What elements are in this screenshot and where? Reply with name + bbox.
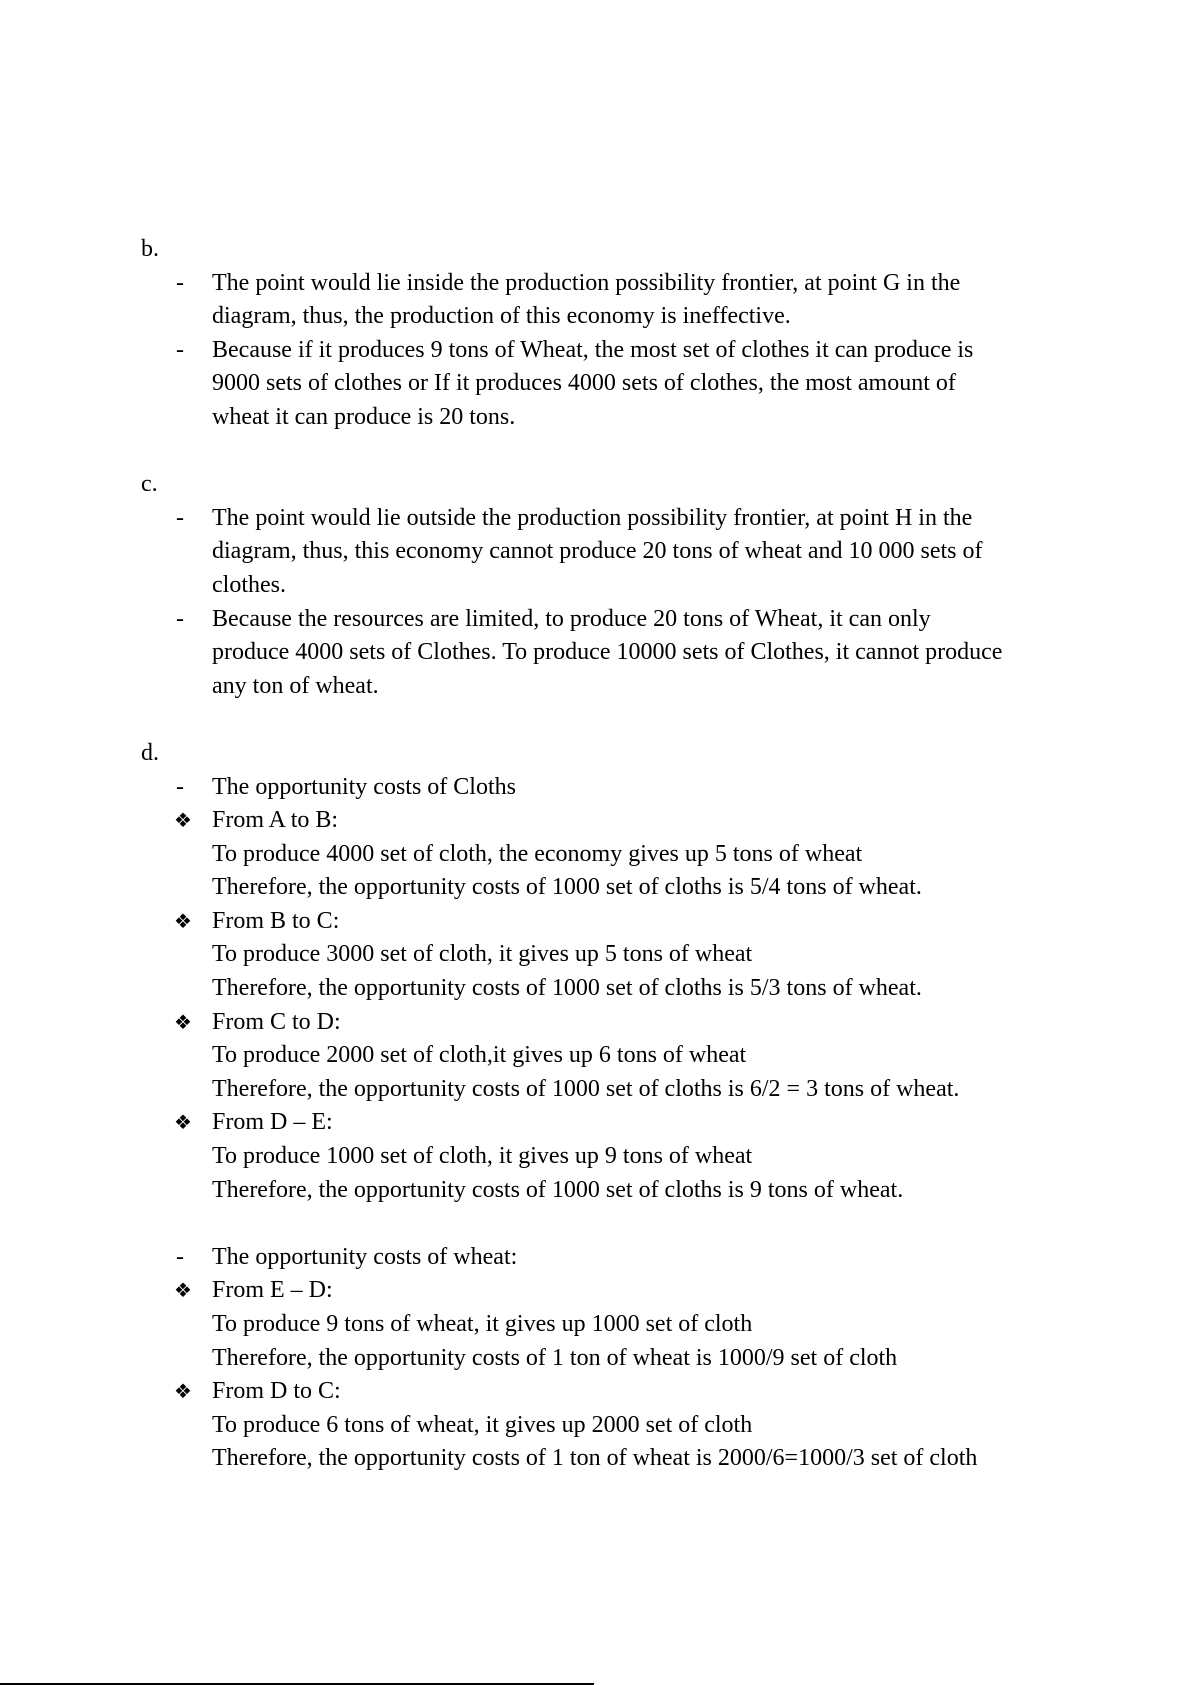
text-line	[0, 1342, 1191, 1376]
paragraph-text: diagram, thus, this economy cannot produce 20 tons of wheat and 10 000 sets of	[212, 538, 983, 565]
text-line	[0, 569, 1191, 603]
paragraph-text: The opportunity costs of Cloths	[212, 773, 516, 800]
text-line	[0, 1442, 1191, 1476]
section-label-row	[0, 468, 1191, 502]
text-line	[0, 367, 1191, 401]
paragraph-text: The point would lie inside the production possibility frontier, at point G in the	[212, 269, 961, 296]
paragraph-text: From E – D:	[212, 1277, 333, 1304]
text-line	[0, 603, 1191, 637]
paragraph-text: Therefore, the opportunity costs of 1000 set of cloths is 5/3 tons of wheat.	[212, 975, 922, 1002]
text-line	[0, 1106, 1191, 1140]
dash-marker: -	[176, 504, 184, 531]
paragraph-text: Because the resources are limited, to produce 20 tons of Wheat, it can only	[212, 605, 931, 632]
text-line	[0, 502, 1191, 536]
section-label: c.	[141, 471, 158, 498]
text-line	[0, 1375, 1191, 1409]
text-line	[0, 401, 1191, 435]
dash-marker: -	[176, 269, 184, 296]
text-line	[0, 972, 1191, 1006]
text-line	[0, 1409, 1191, 1443]
diamond-bullet-icon: ❖	[174, 908, 192, 933]
text-line	[0, 670, 1191, 704]
text-line	[0, 905, 1191, 939]
blank-line	[0, 435, 1191, 469]
text-line	[0, 938, 1191, 972]
text-line	[0, 535, 1191, 569]
blank-line	[0, 703, 1191, 737]
paragraph-text: wheat it can produce is 20 tons.	[212, 403, 516, 430]
blank-line	[0, 1207, 1191, 1241]
text-line	[0, 267, 1191, 301]
section-label-row	[0, 233, 1191, 267]
diamond-bullet-icon: ❖	[174, 808, 192, 833]
paragraph-text: produce 4000 sets of Clothes. To produce 10000 sets of Clothes, it cannot produce	[212, 639, 1003, 666]
paragraph-text: To produce 2000 set of cloth,it gives up 6 tons of wheat	[212, 1042, 747, 1069]
paragraph-text: To produce 4000 set of cloth, the economy gives up 5 tons of wheat	[212, 840, 863, 867]
paragraph-text: To produce 3000 set of cloth, it gives up 5 tons of wheat	[212, 941, 753, 968]
paragraph-text: The point would lie outside the production possibility frontier, at point H in the	[212, 504, 973, 531]
paragraph-text: diagram, thus, the production of this economy is ineffective.	[212, 303, 791, 330]
document-body	[0, 233, 1191, 1476]
paragraph-text: any ton of wheat.	[212, 672, 379, 699]
text-line	[0, 838, 1191, 872]
paragraph-text: The opportunity costs of wheat:	[212, 1243, 518, 1270]
diamond-bullet-icon: ❖	[174, 1110, 192, 1135]
paragraph-text: Therefore, the opportunity costs of 1000 set of cloths is 6/2 = 3 tons of wheat.	[212, 1075, 960, 1102]
paragraph-text: From B to C:	[212, 907, 340, 934]
text-line	[0, 804, 1191, 838]
text-line	[0, 1140, 1191, 1174]
paragraph-text: From D to C:	[212, 1378, 341, 1405]
diamond-bullet-icon: ❖	[174, 1379, 192, 1404]
dash-marker: -	[176, 1243, 184, 1270]
paragraph-text: 9000 sets of clothes or If it produces 4000 sets of clothes, the most amount of	[212, 370, 956, 397]
paragraph-text: clothes.	[212, 571, 286, 598]
dash-marker: -	[176, 773, 184, 800]
text-line	[0, 871, 1191, 905]
section-label: b.	[141, 236, 159, 262]
diamond-bullet-icon: ❖	[174, 1009, 192, 1034]
paragraph-text: To produce 1000 set of cloth, it gives up 9 tons of wheat	[212, 1143, 753, 1170]
paragraph-text: From C to D:	[212, 1008, 341, 1035]
text-line	[0, 1241, 1191, 1275]
diamond-bullet-icon: ❖	[174, 1278, 192, 1303]
paragraph-text: Therefore, the opportunity costs of 1000 set of cloths is 5/4 tons of wheat.	[212, 874, 922, 901]
paragraph-text: Therefore, the opportunity costs of 1 ton of wheat is 2000/6=1000/3 set of cloth	[212, 1445, 978, 1472]
text-line	[0, 1274, 1191, 1308]
section-label-row	[0, 737, 1191, 771]
paragraph-text: From D – E:	[212, 1109, 333, 1136]
text-line	[0, 1308, 1191, 1342]
text-line	[0, 1174, 1191, 1208]
text-line	[0, 771, 1191, 805]
section-label: d.	[141, 739, 159, 766]
paragraph-text: To produce 9 tons of wheat, it gives up 1000 set of cloth	[212, 1311, 753, 1337]
text-line	[0, 1006, 1191, 1040]
text-line	[0, 300, 1191, 334]
paragraph-text: To produce 6 tons of wheat, it gives up 2000 set of cloth	[212, 1411, 753, 1438]
paragraph-text: Therefore, the opportunity costs of 1000 set of cloths is 9 tons of wheat.	[212, 1176, 904, 1203]
paragraph-text: Therefore, the opportunity costs of 1 ton of wheat is 1000/9 set of cloth	[212, 1344, 898, 1371]
text-line	[0, 1073, 1191, 1107]
paragraph-text: From A to B:	[212, 807, 339, 834]
dash-marker: -	[176, 336, 184, 363]
text-line	[0, 334, 1191, 368]
text-line	[0, 1039, 1191, 1073]
paragraph-text: Because if it produces 9 tons of Wheat, the most set of clothes it can produce is	[212, 336, 974, 363]
text-line	[0, 636, 1191, 670]
dash-marker: -	[176, 605, 184, 632]
